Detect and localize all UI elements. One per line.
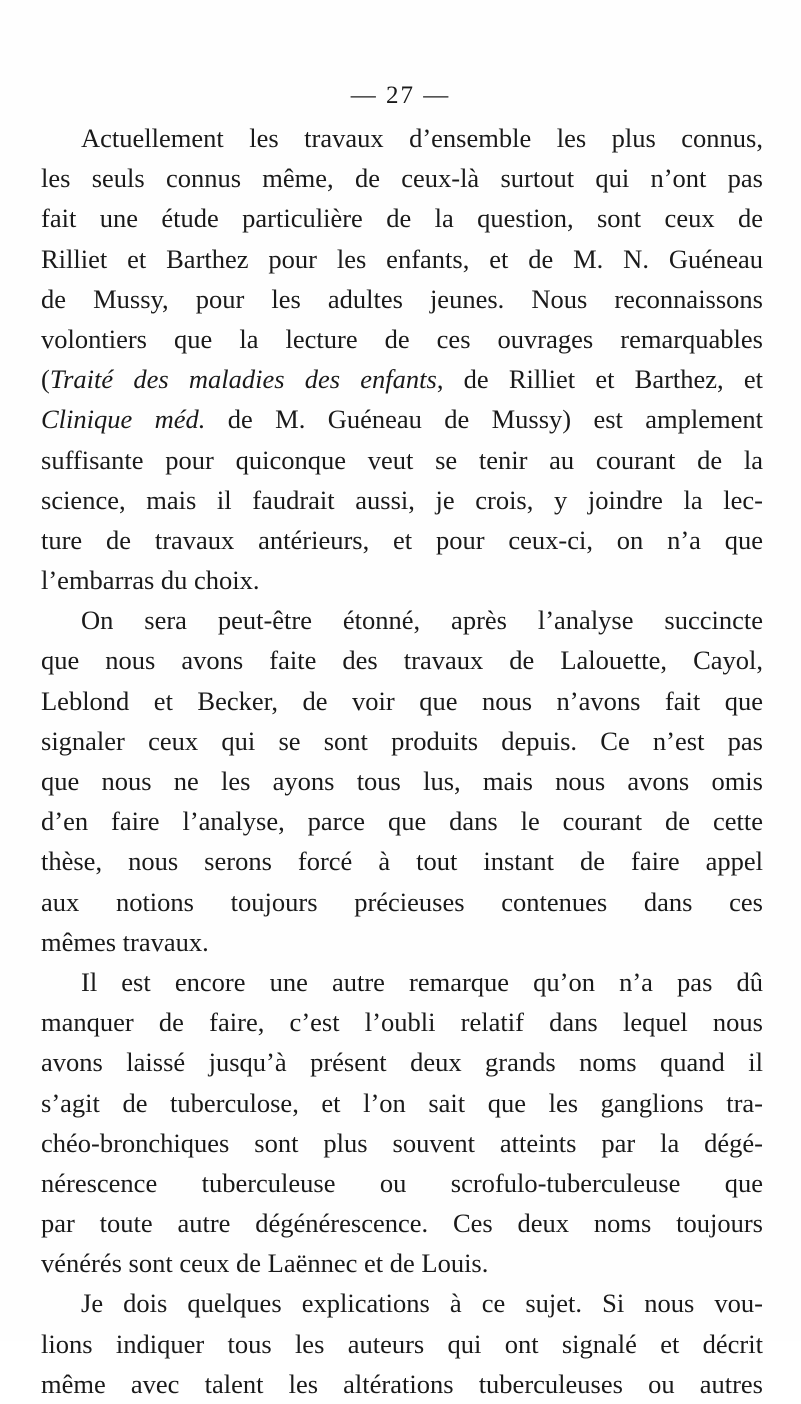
text-line <box>41 1002 763 1042</box>
text-run: l’embarras du choix. <box>41 565 260 596</box>
text-run: de Mussy, pour les adultes jeunes. Nous reconnaissons <box>41 283 763 314</box>
text-line <box>41 1203 763 1243</box>
text-run: signaler ceux qui se sont produits depuis. Ce n’est pas <box>41 725 763 756</box>
italic-title: Clinique méd. <box>41 404 206 435</box>
text-run: mêmes travaux. <box>41 926 209 957</box>
text-line <box>41 761 763 801</box>
text-line <box>41 1163 763 1203</box>
italic-title: Traité des maladies des enfants <box>49 364 437 395</box>
text-run: aux notions toujours précieuses contenues dans ces <box>41 886 763 917</box>
text-line <box>41 239 763 279</box>
text-run: de M. Guéneau de Mussy) est amplement <box>205 404 763 435</box>
text-line <box>41 962 763 1002</box>
text-run: Actuellement les travaux d’ensemble les plus connus, <box>81 123 763 153</box>
text-line <box>41 1283 763 1323</box>
text-line <box>41 319 763 359</box>
text-run: les seuls connus même, de ceux-là surtout qui n’ont pas <box>41 163 763 194</box>
text-line <box>41 520 763 560</box>
text-line <box>41 279 763 319</box>
text-line <box>41 440 763 480</box>
text-run: que nous avons faite des travaux de Lalouette, Cayol, <box>41 645 763 676</box>
text-run: nérescence tuberculeuse ou scrofulo-tuberculeuse que <box>41 1167 763 1198</box>
text-line <box>41 1324 763 1364</box>
text-run: thèse, nous serons forcé à tout instant de faire appel <box>41 846 763 877</box>
text-run: lions indiquer tous les auteurs qui ont signalé et décrit <box>41 1328 763 1359</box>
text-line <box>41 640 763 680</box>
text-run: Je dois quelques explications à ce sujet. Si nous vou- <box>81 1288 763 1319</box>
text-line <box>41 882 763 922</box>
text-line <box>41 158 763 198</box>
text-run: Leblond et Becker, de voir que nous n’avons fait que <box>41 685 763 716</box>
text-run: manquer de faire, c’est l’oubli relatif dans lequel nous <box>41 1007 763 1038</box>
text-run: ture de travaux antérieurs, et pour ceux-ci, on n’a que <box>41 524 763 555</box>
body-text <box>41 118 763 1404</box>
text-line <box>41 841 763 881</box>
text-run: fait une étude particulière de la question, sont ceux de <box>41 203 763 234</box>
text-line <box>41 801 763 841</box>
text-run: d’en faire l’analyse, parce que dans le courant de cette <box>41 806 763 837</box>
text-run: que nous ne les ayons tous lus, mais nous avons omis <box>41 766 763 796</box>
text-line <box>41 198 763 238</box>
text-run: Il est encore une autre remarque qu’on n’a pas dû <box>81 966 763 997</box>
text-line <box>41 600 763 640</box>
page-number: — 27 — <box>350 82 451 109</box>
text-line <box>41 1123 763 1163</box>
text-line <box>41 1042 763 1082</box>
text-line <box>41 922 763 962</box>
text-run: vénérés sont ceux de Laënnec et de Louis. <box>41 1248 489 1279</box>
text-line <box>41 480 763 520</box>
text-line <box>41 560 763 600</box>
text-run: par toute autre dégénérescence. Ces deux noms toujours <box>41 1208 763 1239</box>
text-run: même avec talent les altérations tuberculeuses ou autres <box>41 1368 763 1399</box>
text-run: ( <box>41 364 50 395</box>
text-line <box>41 399 763 439</box>
text-run: , de Rilliet et Barthez, et <box>436 364 763 395</box>
text-line <box>41 1364 763 1404</box>
text-run: s’agit de tuberculose, et l’on sait que les ganglions tra- <box>41 1087 763 1118</box>
text-line <box>41 681 763 721</box>
text-line <box>41 1243 763 1283</box>
text-run: science, mais il faudrait aussi, je crois, y joindre la lec- <box>41 484 763 515</box>
text-line <box>41 1083 763 1123</box>
text-run: chéo-bronchiques sont plus souvent atteints par la dégé- <box>41 1127 763 1158</box>
text-line <box>41 359 763 399</box>
text-line <box>41 118 763 158</box>
text-run: volontiers que la lecture de ces ouvrages remarquables <box>41 323 763 354</box>
text-run: avons laissé jusqu’à présent deux grands noms quand il <box>41 1047 763 1078</box>
text-line <box>41 721 763 761</box>
text-run: On sera peut-être étonné, après l’analyse succincte <box>81 605 763 636</box>
text-run: suffisante pour quiconque veut se tenir au courant de la <box>41 444 763 475</box>
text-run: Rilliet et Barthez pour les enfants, et de M. N. Guéneau <box>41 243 763 274</box>
